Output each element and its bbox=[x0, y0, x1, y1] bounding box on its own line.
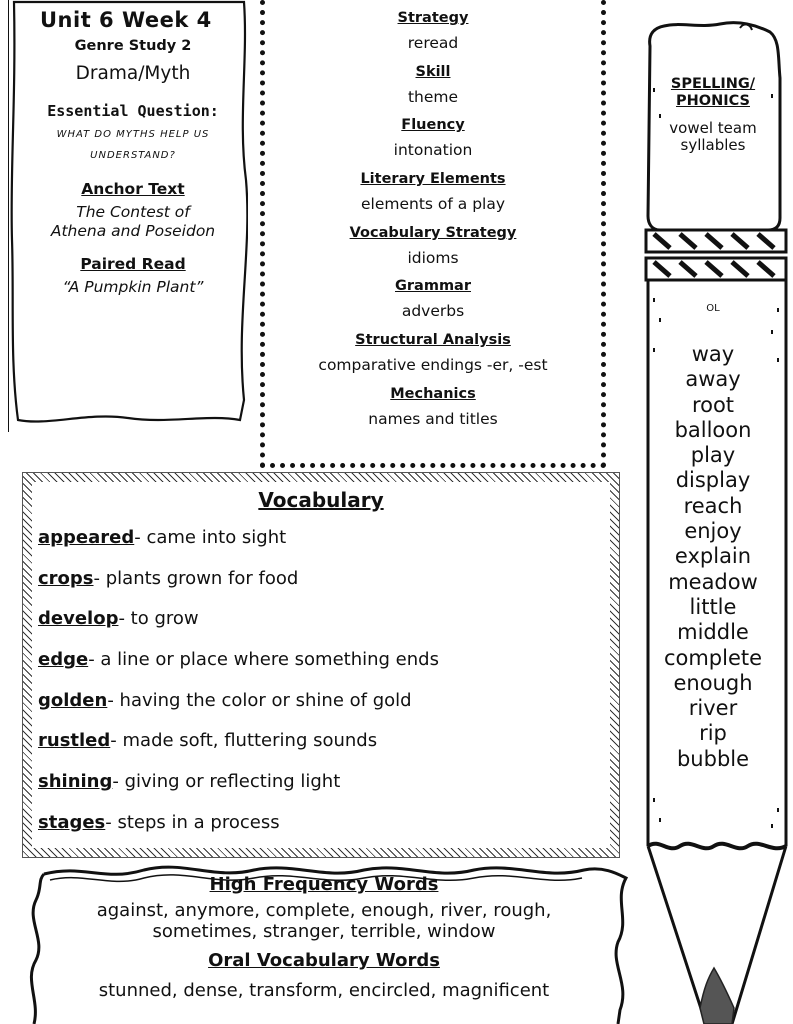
strategy-value: intonation bbox=[393, 141, 473, 160]
essential-question-line: UNDERSTAND? bbox=[90, 150, 176, 161]
spelling-word-list bbox=[648, 342, 778, 772]
spelling-word: meadow bbox=[668, 569, 758, 594]
essential-question-line: WHAT DO MYTHS HELP US bbox=[56, 129, 210, 140]
vocabulary-definition: - to grow bbox=[118, 608, 199, 630]
anchor-text bbox=[20, 203, 246, 241]
strategy-heading: Fluency bbox=[401, 117, 465, 134]
strategy-item bbox=[265, 63, 601, 117]
strategy-list bbox=[265, 0, 601, 439]
vocabulary-list bbox=[32, 518, 610, 844]
strategy-box bbox=[260, 0, 606, 468]
high-frequency-words bbox=[74, 900, 574, 942]
spelling-word: display bbox=[675, 468, 751, 493]
anchor-text-line: The Contest of bbox=[76, 203, 190, 221]
spelling-word: play bbox=[690, 443, 736, 468]
strategy-heading: Grammar bbox=[395, 278, 471, 295]
spelling-level: OL bbox=[706, 303, 720, 314]
vocabulary-box bbox=[22, 472, 620, 858]
spelling-word: enjoy bbox=[684, 519, 742, 544]
strategy-heading: Structural Analysis bbox=[355, 332, 511, 349]
strategy-heading: Skill bbox=[415, 63, 451, 80]
strategy-item bbox=[265, 116, 601, 170]
genre-study: Genre Study 2 bbox=[74, 38, 192, 54]
strategy-value: idioms bbox=[407, 248, 459, 267]
spelling-word: away bbox=[685, 367, 741, 392]
vocabulary-word: shining bbox=[38, 771, 113, 793]
strategy-heading: Mechanics bbox=[390, 385, 476, 402]
spelling-word: enough bbox=[673, 670, 753, 695]
spelling-word: middle bbox=[677, 620, 749, 645]
spelling-word: complete bbox=[663, 645, 763, 670]
vocabulary-word: crops bbox=[38, 567, 94, 589]
spelling-word: root bbox=[691, 392, 735, 417]
spelling-word: bubble bbox=[676, 746, 750, 771]
strategy-value: theme bbox=[407, 87, 459, 106]
spelling-word: little bbox=[689, 594, 737, 619]
strategy-value: reread bbox=[407, 34, 459, 52]
vocabulary-item bbox=[38, 803, 610, 844]
high-frequency-box bbox=[14, 860, 636, 1024]
vocabulary-word: develop bbox=[38, 608, 119, 630]
vocabulary-item bbox=[38, 518, 610, 559]
unit-info-box bbox=[8, 0, 248, 432]
vocabulary-word: stages bbox=[38, 811, 106, 833]
vocabulary-definition: - plants grown for food bbox=[93, 567, 299, 589]
essential-question-label: Essential Question: bbox=[47, 102, 219, 120]
strategy-item bbox=[265, 9, 601, 63]
oral-vocabulary-words: stunned, dense, transform, encircled, magnificent bbox=[98, 980, 550, 1001]
spelling-word: reach bbox=[683, 493, 743, 518]
vocabulary-definition: - made soft, fluttering sounds bbox=[110, 730, 378, 752]
strategy-value: adverbs bbox=[401, 302, 465, 321]
vocabulary-item bbox=[38, 721, 610, 762]
oral-vocabulary-title: Oral Vocabulary Words bbox=[208, 950, 440, 971]
vocabulary-definition: - steps in a process bbox=[105, 811, 280, 833]
high-frequency-title: High Frequency Words bbox=[209, 874, 439, 895]
vocabulary-definition: - a line or place where something ends bbox=[88, 649, 439, 671]
vocabulary-item bbox=[38, 762, 610, 803]
spelling-title bbox=[648, 76, 778, 110]
spelling-title-line: SPELLING/ bbox=[670, 76, 756, 92]
spelling-word: explain bbox=[674, 544, 752, 569]
vocabulary-definition: - giving or reflecting light bbox=[112, 771, 341, 793]
spelling-pencil bbox=[640, 18, 793, 1024]
vocabulary-word: edge bbox=[38, 649, 89, 671]
spelling-focus-line: vowel team bbox=[669, 119, 757, 137]
vocabulary-item bbox=[38, 559, 610, 600]
unit-title: Unit 6 Week 4 bbox=[40, 8, 212, 32]
paired-read-label: Paired Read bbox=[80, 255, 186, 273]
vocabulary-word: golden bbox=[38, 689, 108, 711]
spelling-word: river bbox=[688, 696, 738, 721]
anchor-text-label: Anchor Text bbox=[81, 180, 185, 198]
vocabulary-word: appeared bbox=[38, 527, 135, 548]
strategy-item bbox=[265, 224, 601, 278]
genre: Drama/Myth bbox=[75, 63, 191, 84]
strategy-item bbox=[265, 170, 601, 224]
spelling-word: rip bbox=[699, 721, 727, 746]
high-frequency-line: sometimes, stranger, terrible, window bbox=[152, 921, 496, 942]
spelling-focus bbox=[648, 120, 778, 154]
strategy-value: comparative endings -er, -est bbox=[318, 356, 548, 375]
strategy-item bbox=[265, 385, 601, 439]
essential-question bbox=[20, 124, 246, 166]
high-frequency-line: against, anymore, complete, enough, river, rough, bbox=[96, 900, 552, 921]
vocabulary-item bbox=[38, 599, 610, 640]
strategy-value: names and titles bbox=[368, 409, 498, 428]
paired-read: “A Pumpkin Plant” bbox=[62, 278, 204, 296]
strategy-item bbox=[265, 277, 601, 331]
spelling-word: way bbox=[691, 342, 735, 366]
strategy-heading: Strategy bbox=[397, 10, 469, 26]
vocabulary-title: Vocabulary bbox=[258, 488, 384, 512]
strategy-heading: Literary Elements bbox=[360, 171, 506, 188]
vocabulary-item bbox=[38, 640, 610, 681]
strategy-value: elements of a play bbox=[360, 195, 506, 214]
vocabulary-word: rustled bbox=[38, 730, 111, 752]
strategy-heading: Vocabulary Strategy bbox=[349, 224, 517, 241]
spelling-title-line: PHONICS bbox=[676, 93, 750, 109]
spelling-word: balloon bbox=[674, 417, 752, 442]
vocabulary-definition: - having the color or shine of gold bbox=[107, 689, 412, 711]
spelling-focus-line: syllables bbox=[680, 136, 746, 154]
anchor-text-line: Athena and Poseidon bbox=[50, 222, 216, 240]
spelling-header bbox=[648, 76, 778, 154]
vocabulary-item bbox=[38, 681, 610, 722]
strategy-item bbox=[265, 331, 601, 385]
vocabulary-definition: - came into sight bbox=[134, 527, 287, 548]
